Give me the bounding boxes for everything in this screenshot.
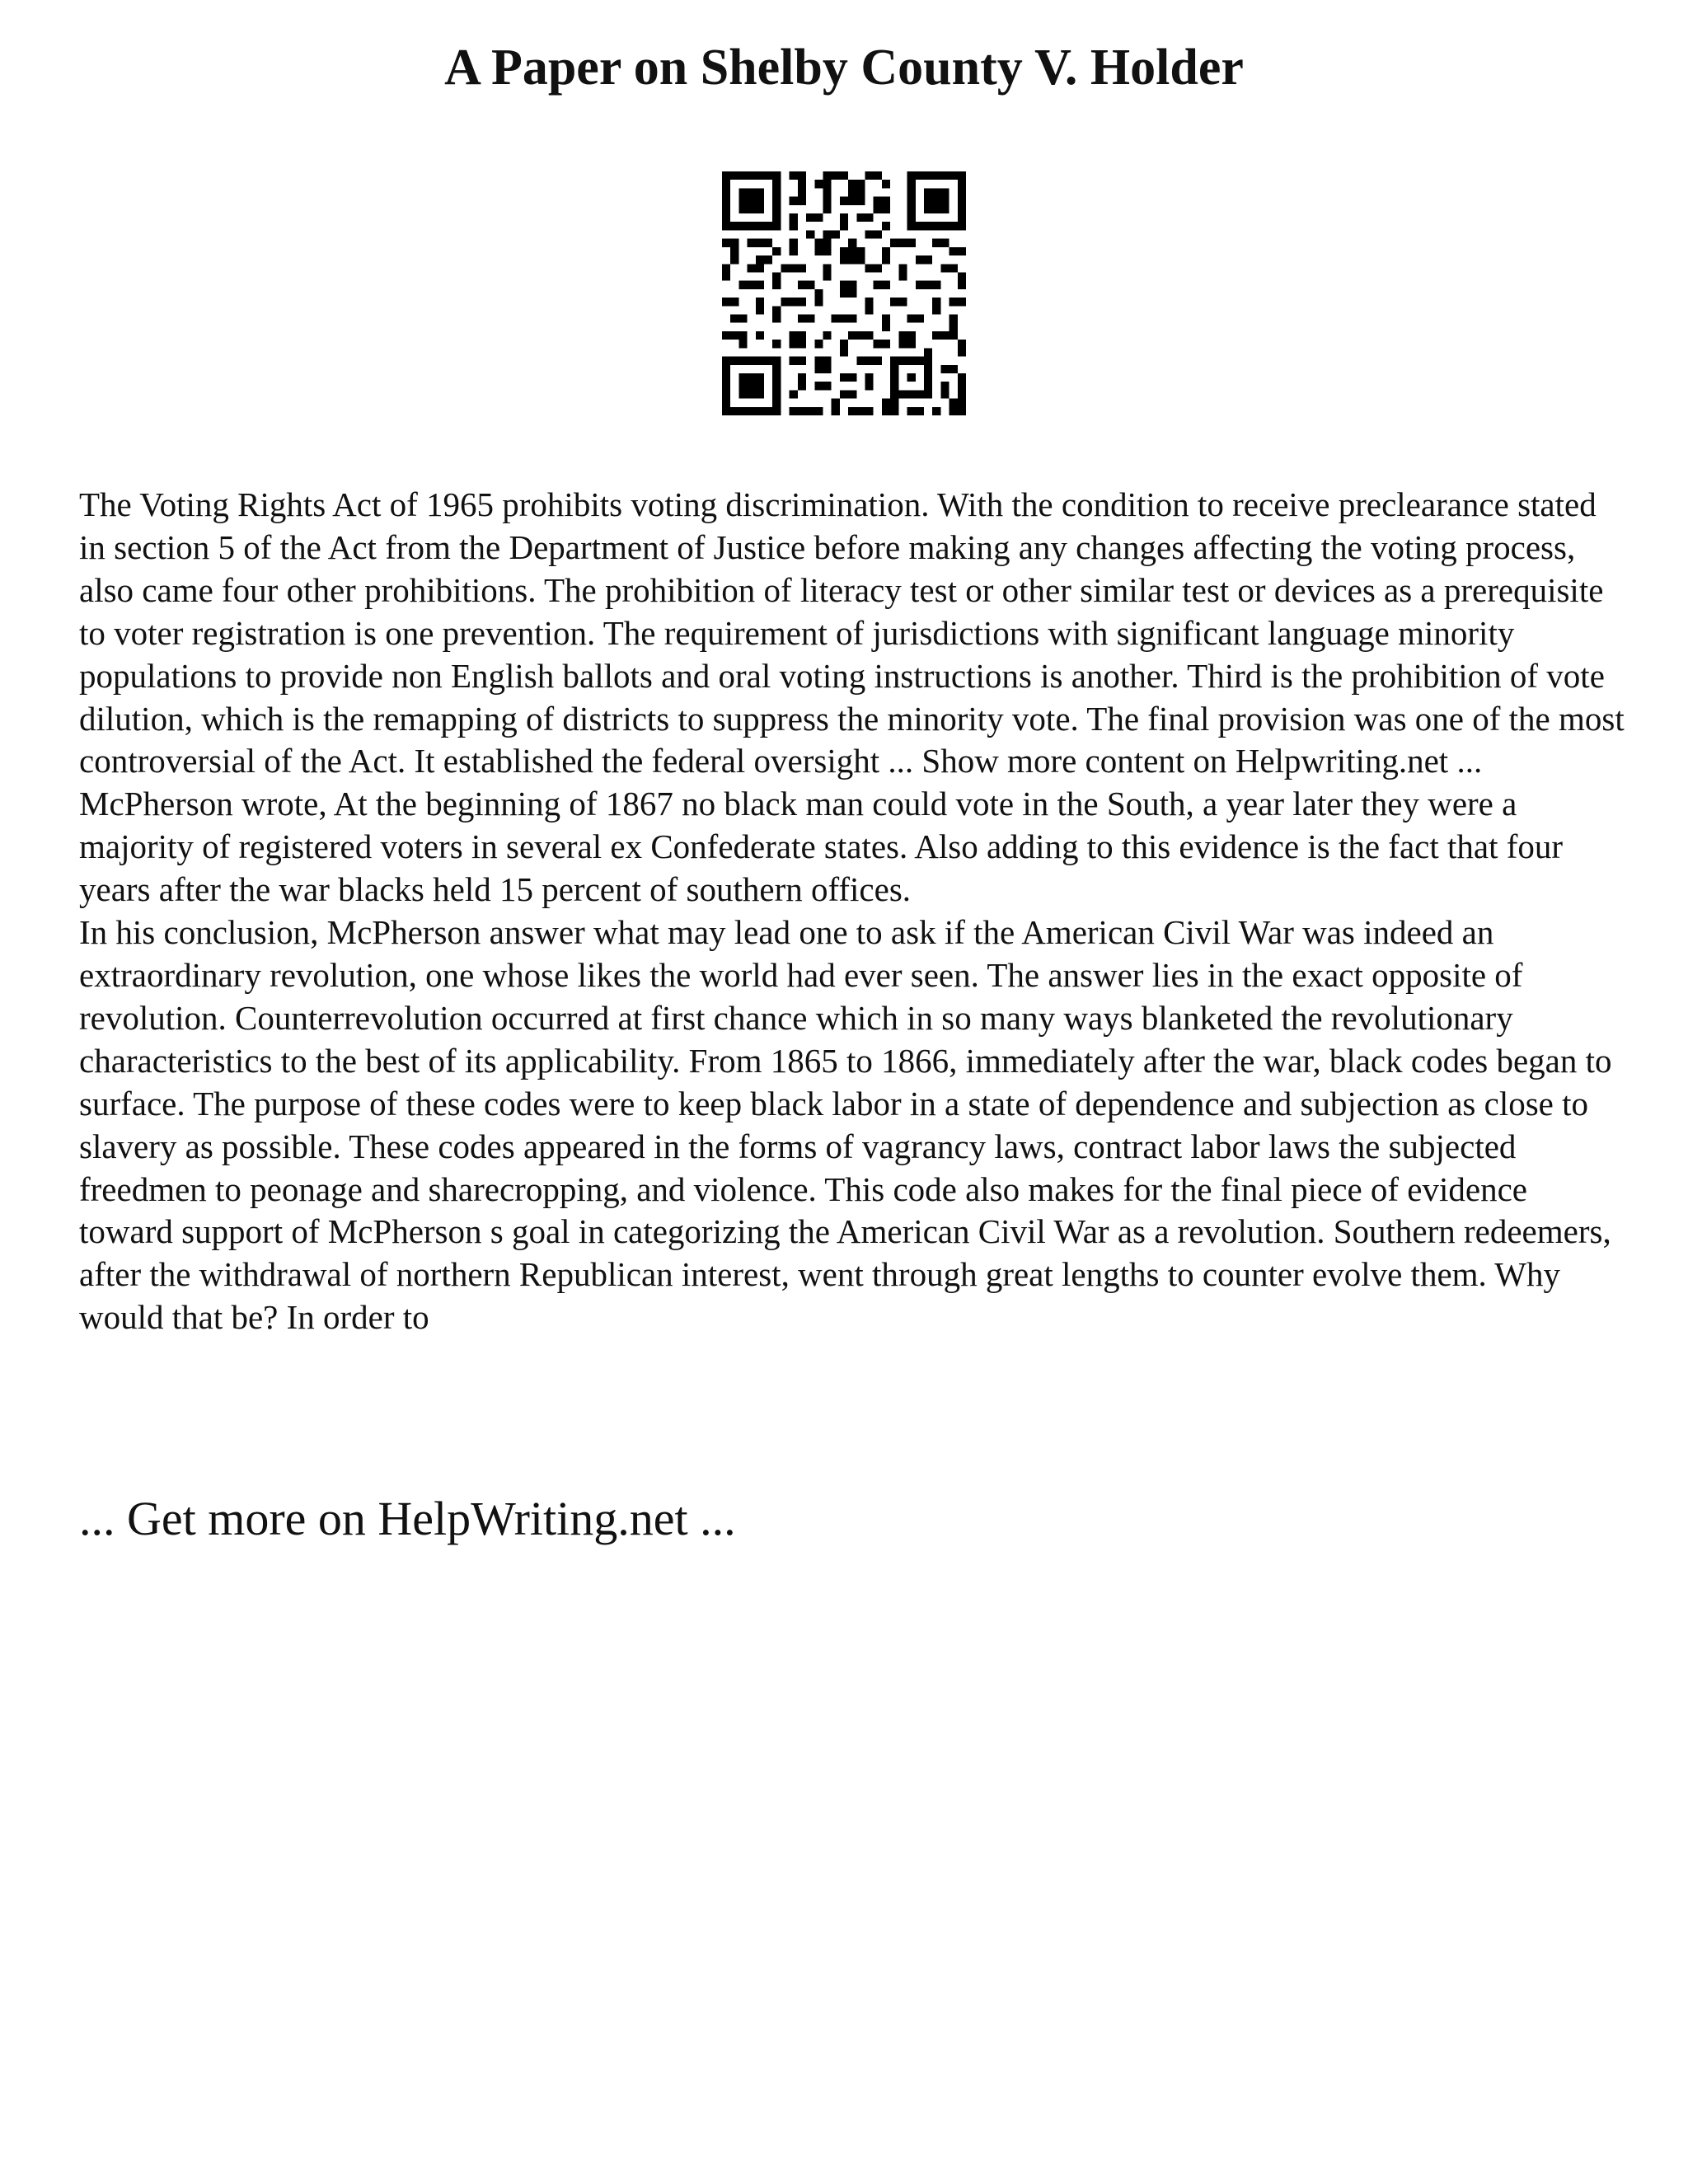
paragraph: In his conclusion, McPherson answer what may lead one to ask if the American Civil War was indeed an extraordinary revolution, one whose likes the world had ever seen. The answer lies in the exact opposite of revolution. Counterrevolution occurred at first chance which in so many ways blanketed the revolutionary characteristics to the best of its applicability. From 1865 to 1866, immediately after the war, black codes began to surface. The purpose of these codes were to keep black labor in a state of dependence and subjection as close to slavery as possible. These codes appeared in the forms of vagrancy laws, contract labor laws the subjected freedmen to peonage and sharecropping, and violence. This code also makes for the final piece of evidence toward support of McPherson s goal in categorizing the American Civil War as a revolution. Southern redeemers, after the withdrawal of northern Republican interest, went through great lengths to counter evolve them. Why would that be? In order to xyxy=(79,913,1612,1337)
article-body xyxy=(79,484,1629,1339)
paragraph: McPherson wrote, At the beginning of 1867 no black man could vote in the South, a year later they were a majority of registered voters in several ex Confederate states. Also adding to this evidence is the fact that four years after the war blacks held 15 percent of southern offices. xyxy=(79,785,1564,909)
page-title: A Paper on Shelby County V. Holder xyxy=(444,40,1244,96)
paragraph: The Voting Rights Act of 1965 prohibits voting discrimination. With the condition to receive preclearance stated in section 5 of the Act from the Department of Justice before making any changes affecting the voting process, also came four other prohibitions. The prohibition of literacy test or other similar test or devices as a prerequisite to voter registration is one prevention. The requirement of jurisdictions with significant language minority populations to provide non English ballots and oral voting instructions is another. Third is the prohibition of vote dilution, which is the remapping of districts to suppress the minority vote. The final provision was one of the most controversial of the Act. It established the federal oversight ... Show more content on Helpwriting.net ... xyxy=(79,485,1625,780)
get-more-link[interactable]: ... Get more on HelpWriting.net ... xyxy=(79,1492,736,1545)
qr-code-graphic xyxy=(722,171,966,415)
qr-code-icon xyxy=(722,171,966,415)
